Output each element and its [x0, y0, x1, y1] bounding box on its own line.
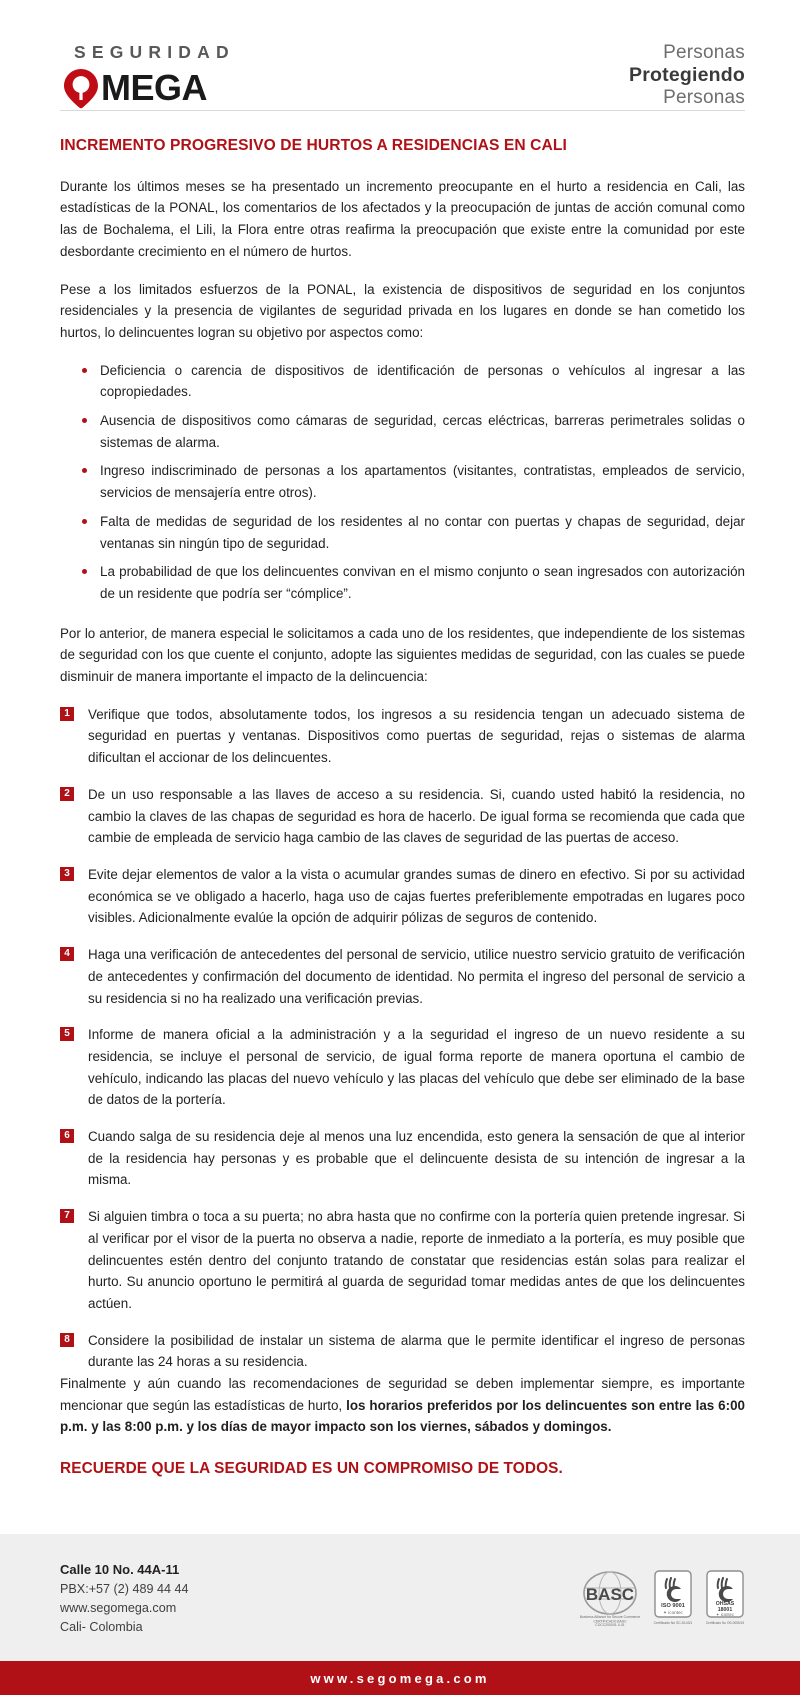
website-bar	[0, 1661, 800, 1695]
svg-text:COCC200001-V-01: COCC200001-V-01	[595, 1623, 625, 1628]
list-item	[82, 511, 745, 554]
list-item	[82, 360, 745, 403]
list-item	[82, 410, 745, 453]
recommendation-text: Haga una verificación de antecedentes del personal de servicio, utilice nuestro servicio gratuito de verificación de antecedentes y confirmación del documento de identidad. No permita el ingreso del personal de servicio a su residencia si no ha realizado una verificación previas.	[88, 947, 745, 1006]
ohsas-18001-certification-icon	[705, 1569, 745, 1627]
list-item	[82, 460, 745, 503]
recommendation-text: De un uso responsable a las llaves de acceso a su residencia. Si, cuando usted habitó la residencia, no cambio la claves de las chapas de seguridad es hora de hacerlo. De igual forma se recomienda que cada que cambie de empleada de servicio haga cambio de las claves de seguridad de las puertas de acceso.	[88, 786, 745, 846]
svg-text:ISO 9001: ISO 9001	[661, 1603, 685, 1610]
website-url[interactable]: www.segomega.com	[310, 1670, 490, 1686]
recommendations-list	[60, 704, 745, 1373]
number-badge: 3	[60, 867, 74, 881]
tagline-line-3: Personas	[663, 86, 745, 108]
intro-paragraph-1: Durante los últimos meses se ha presentado un incremento preocupante en el hurto a residencia en Cali, las estadísticas de la PONAL, los comentarios de los afectados y la preocupación de juntas de acción comunal como las de Bochalema, el Lili, la Flora entre otras reafirma la preocupación que existe entre la comunidad por este desbordante crecimiento en el número de hurtos.	[60, 178, 745, 259]
table-row	[60, 864, 745, 929]
tagline-line-2: Protegiendo	[629, 64, 745, 87]
bullet-dot-icon	[82, 569, 87, 574]
final-paragraph-normal: Finalmente y aún cuando las recomendaciones de seguridad se deben implementar siempre, es importante mencionar que según las estadísticas de hurto,	[60, 1376, 745, 1413]
number-badge: 5	[60, 1027, 74, 1041]
number-badge: 8	[60, 1333, 74, 1347]
table-row	[60, 1126, 745, 1191]
svg-text:OHSAS: OHSAS	[715, 1601, 735, 1608]
bullet-text: Ingreso indiscriminado de personas a los apartamentos (visitantes, contratistas, empleados de servicio, servicios de mensajería entre otros).	[100, 463, 745, 501]
list-item	[82, 561, 745, 604]
page-title: INCREMENTO PROGRESIVO DE HURTOS A RESIDENCIAS EN CALI	[60, 137, 567, 154]
document-body	[0, 111, 800, 1500]
certification-badges	[579, 1569, 745, 1627]
recommendation-text: Considere la posibilidad de instalar un sistema de alarma que le permite identificar el ingreso de personas durante las 24 horas a su residencia.	[88, 1332, 745, 1370]
table-row	[60, 1330, 745, 1373]
footer-address-street: Calle 10 No. 44A-11	[60, 1561, 180, 1577]
table-row	[60, 784, 745, 849]
bullet-text: Ausencia de dispositivos como cámaras de seguridad, cercas eléctricas, barreras perimetrales solidas o sistemas de alarma.	[100, 413, 745, 450]
tagline-line-1: Personas	[663, 42, 745, 63]
intro-paragraph-2: Pese a los limitados esfuerzos de la PONAL, la existencia de dispositivos de seguridad en los conjuntos residenciales y la presencia de vigilantes de seguridad privada en los lugares en donde se han cometido los hurtos, lo delincuentes logran su objetivo por aspectos como:	[60, 281, 745, 340]
company-logo	[60, 38, 235, 109]
footer-phone: PBX:+57 (2) 489 44 44	[60, 1581, 189, 1596]
svg-text:Certificado No SC-5143/1: Certificado No SC-5143/1	[653, 1621, 693, 1626]
number-badge: 1	[60, 707, 74, 721]
final-paragraph-bold: los horarios preferidos por los delincuentes son entre las 6:00 p.m. y las 8:00 p.m. y los días de mayor impacto son los viernes, sábados y domingos.	[60, 1397, 745, 1435]
logo-word-seguridad: SEGURIDAD	[74, 42, 235, 62]
bullet-dot-icon	[82, 468, 87, 473]
page-header	[0, 0, 800, 108]
svg-text:Business Alliance for Secure C: Business Alliance for Secure Commerce	[579, 1615, 641, 1620]
recommendation-text: Evite dejar elementos de valor a la vista o acumular grandes sumas de dinero en efectivo. Si por su actividad económica se ve obligado a hacerlo, haga uso de cajas fuertes preferiblemente empotradas en lugares poco visibles. Adicionalmente evalúe la opción de adquirir pólizas de seguros de contenido.	[88, 866, 745, 926]
iso-9001-certification-icon	[653, 1569, 693, 1627]
bullet-dot-icon	[82, 519, 87, 524]
number-badge: 2	[60, 787, 74, 801]
number-badge: 4	[60, 947, 74, 961]
omega-location-pin-icon	[60, 67, 102, 109]
recommendations-lead-in: Por lo anterior, de manera especial le solicitamos a cada uno de los residentes, que independiente de los sistemas de seguridad con los que cuente el conjunto, adopte las siguientes medidas de seguridad, con las cuales se puede disminuir de manera importante el impacto de la delincuencia:	[60, 625, 745, 685]
closing-statement: RECUERDE QUE LA SEGURIDAD ES UN COMPROMISO DE TODOS.	[60, 1460, 563, 1478]
recommendation-text: Informe de manera oficial a la administración y a la seguridad el ingreso de un nuevo residente a su residencia, se incluye el personal de servicio, de igual forma reporte de manera oportuna el cambio de vehículo, indicando las placas del nuevo vehículo y las placas del vehículo que debe ser eliminado de la base de datos de la portería.	[88, 1027, 745, 1108]
bullet-dot-icon	[82, 368, 87, 373]
footer-website[interactable]: www.segomega.com	[60, 1600, 177, 1615]
bullet-text: Falta de medidas de seguridad de los residentes al no contar con puertas y chapas de seguridad, dejar ventanas sin ningún tipo de seguridad.	[100, 513, 745, 551]
recommendation-text: Cuando salga de su residencia deje al menos una luz encendida, esto genera la sensación de que al interior de la residencia hay personas y es probable que el delincuente desista de su intención de ingresar a la misma.	[88, 1129, 745, 1188]
causes-bullet-list	[60, 360, 745, 605]
svg-text:Certificado No OS-0055/15: Certificado No OS-0055/15	[705, 1621, 745, 1626]
bullet-text: Deficiencia o carencia de dispositivos de identificación de personas o vehículos al ingresar a las copropiedades.	[100, 362, 745, 400]
svg-text:CERTIFICADO BASC: CERTIFICADO BASC	[593, 1619, 627, 1624]
recommendation-text: Si alguien timbra o toca a su puerta; no abra hasta que no confirme con la portería quien pretende ingresar. Si al verificar por el visor de la puerta no observa a nadie, reporte de inmediato a la portería, es muy posible que delincuentes estén dentro del conjunto tratando de constatar que residencias están solas para realizar el hurto. Su anuncio oportuno le permitirá al guarda de seguridad tomar medidas antes de que los delincuentes actúen.	[88, 1209, 745, 1311]
bullet-text: La probabilidad de que los delincuentes convivan en el mismo conjunto o sean ingresados con autorización de un residente que podría ser “cómplice”.	[100, 564, 745, 601]
recommendation-text: Verifique que todos, absolutamente todos, los ingresos a su residencia tengan un adecuado sistema de seguridad en puertas y ventanas. Dispositivos como puertas de seguridad, rejas o sistemas de alarma dificultan el accionar de los delincuentes.	[88, 706, 745, 766]
logo-omega-lockup	[60, 67, 235, 109]
svg-text:18001: 18001	[717, 1607, 733, 1614]
table-row	[60, 704, 745, 769]
contact-info	[60, 1560, 188, 1637]
table-row	[60, 1206, 745, 1315]
logo-word-mega: MEGA	[101, 66, 207, 108]
svg-text:BASC: BASC	[585, 1585, 635, 1605]
footer-city: Cali- Colombia	[60, 1619, 143, 1634]
company-tagline	[629, 38, 745, 109]
table-row	[60, 944, 745, 1009]
final-paragraph	[60, 1373, 745, 1438]
svg-text:✦ icontec: ✦ icontec	[663, 1610, 683, 1616]
basc-certification-icon	[579, 1569, 641, 1627]
bullet-dot-icon	[82, 418, 87, 423]
number-badge: 7	[60, 1209, 74, 1223]
table-row	[60, 1024, 745, 1111]
page-footer	[0, 1534, 800, 1661]
svg-text:✦ icontec: ✦ icontec	[716, 1612, 734, 1618]
number-badge: 6	[60, 1129, 74, 1143]
